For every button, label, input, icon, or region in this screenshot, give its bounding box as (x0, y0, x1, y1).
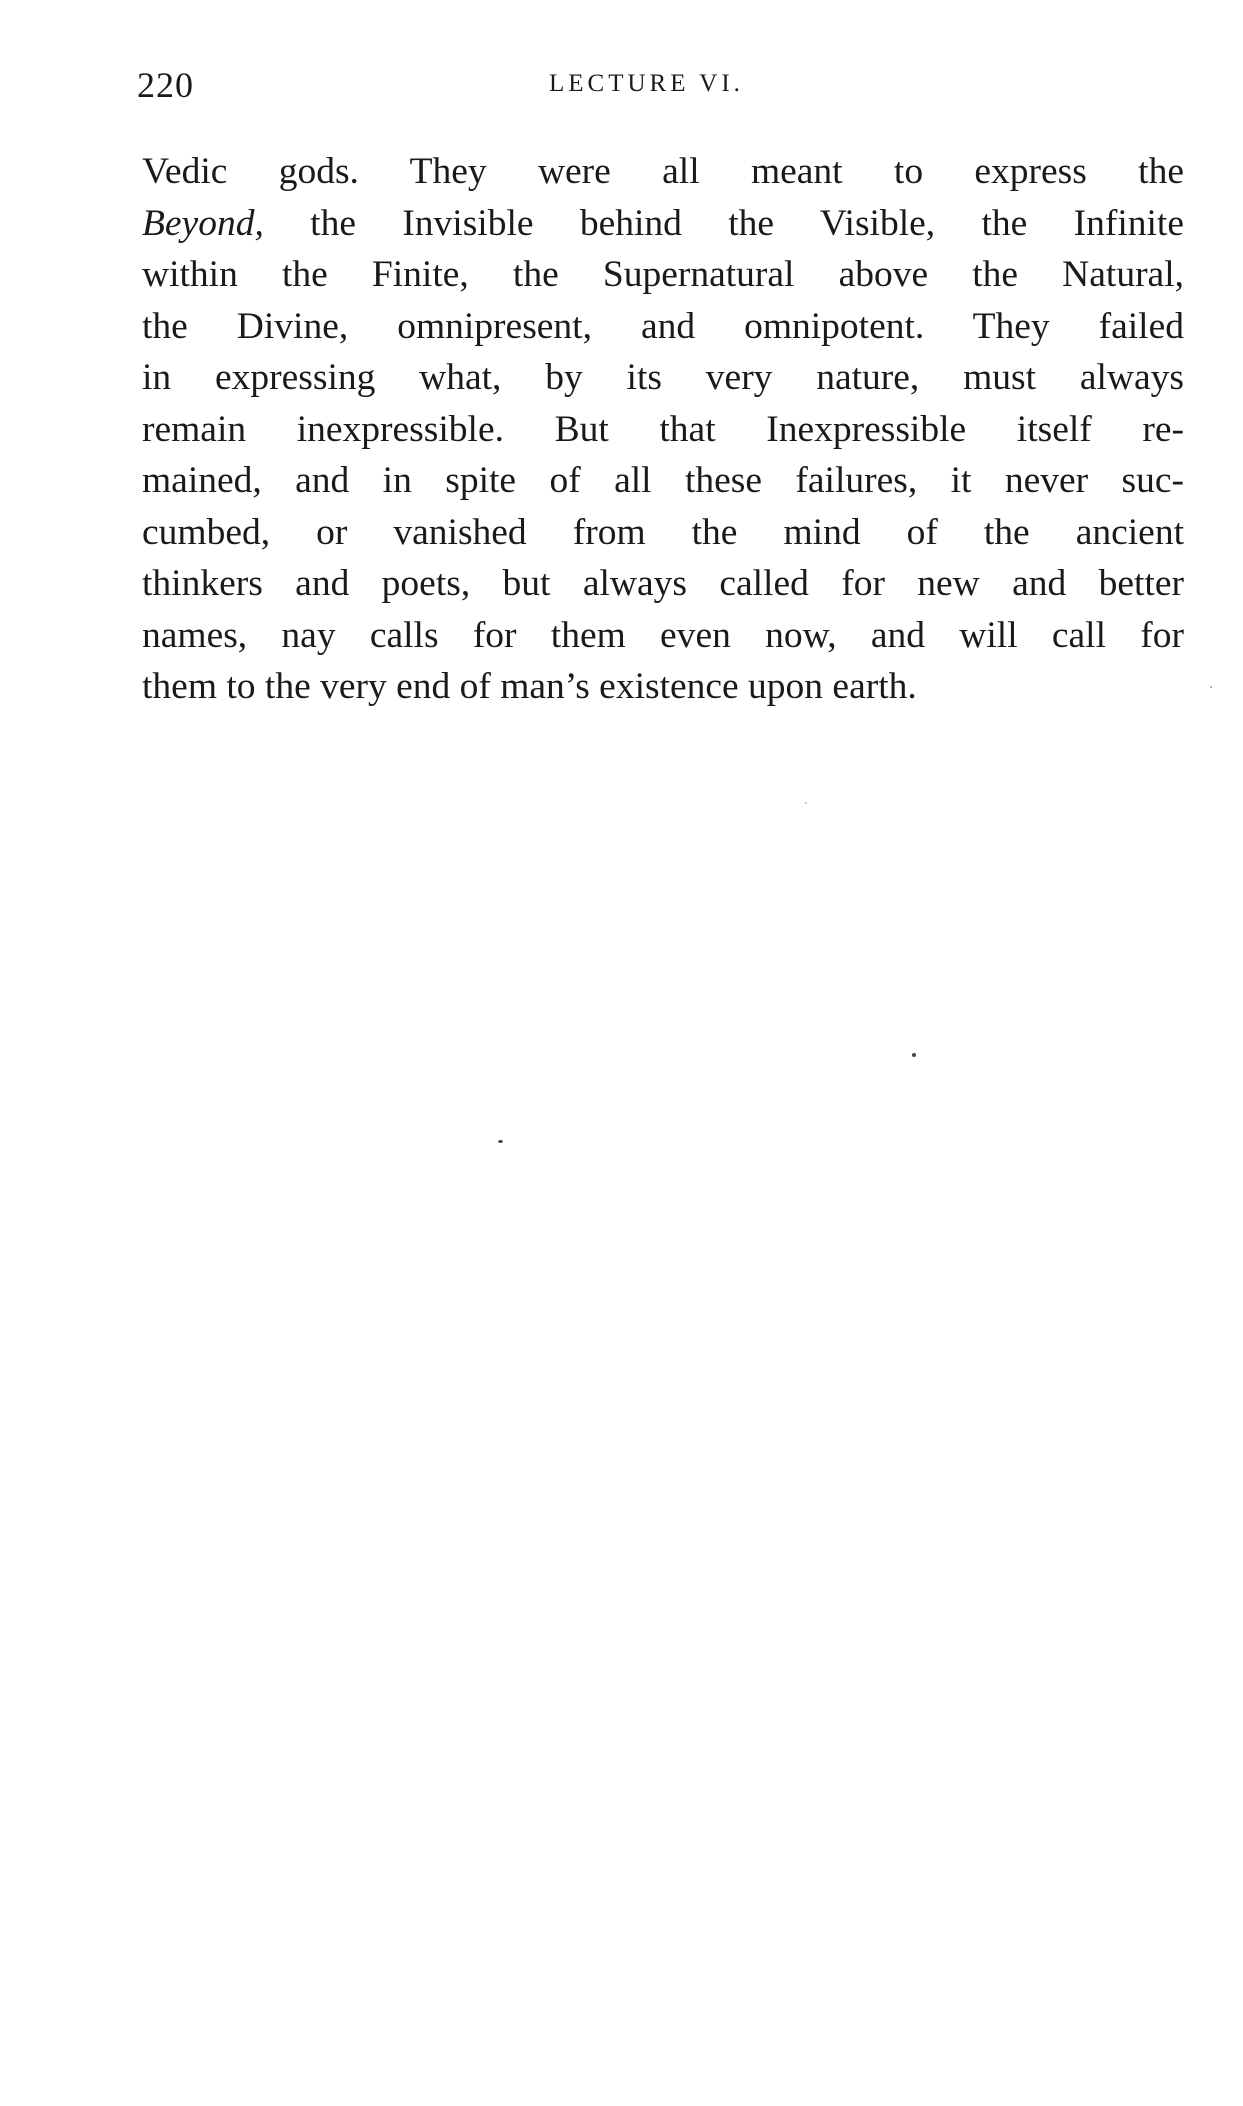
text-line-5: in expressing what, by its very nature, must always (142, 357, 1184, 398)
text-line-9: thinkers and poets, but always called for new and better (142, 563, 1184, 604)
text-line-3: within the Finite, the Supernatural above the Natural, (142, 254, 1184, 295)
text-line-2 (142, 198, 1184, 250)
text-line-7: mained, and in spite of all these failures, it never suc- (142, 460, 1184, 501)
running-head (137, 64, 1177, 114)
scan-speck (805, 802, 807, 804)
text-line-4: the Divine, omnipresent, and omnipotent. They failed (142, 305, 1184, 347)
scan-speck (1210, 686, 1212, 688)
scan-speck (498, 1140, 503, 1143)
text-line-6: remain inexpressible. But that Inexpressible itself re- (142, 408, 1184, 450)
text-line-8: cumbed, or vanished from the mind of the ancient (142, 511, 1184, 553)
text-line-2-rest: the Invisible behind the Visible, the Infinite (263, 202, 1184, 244)
italic-word-beyond: Beyond, (142, 202, 264, 244)
page-number: 220 (137, 65, 194, 105)
text-line-1: Vedic gods. They were all meant to express the (142, 151, 1184, 192)
running-title: LECTURE VI. (549, 70, 744, 97)
body-paragraph (142, 146, 1184, 713)
text-line-11: them to the very end of man’s existence upon earth. (142, 666, 917, 707)
scan-speck (912, 1053, 916, 1057)
text-line-10: names, nay calls for them even now, and will call for (142, 614, 1184, 656)
